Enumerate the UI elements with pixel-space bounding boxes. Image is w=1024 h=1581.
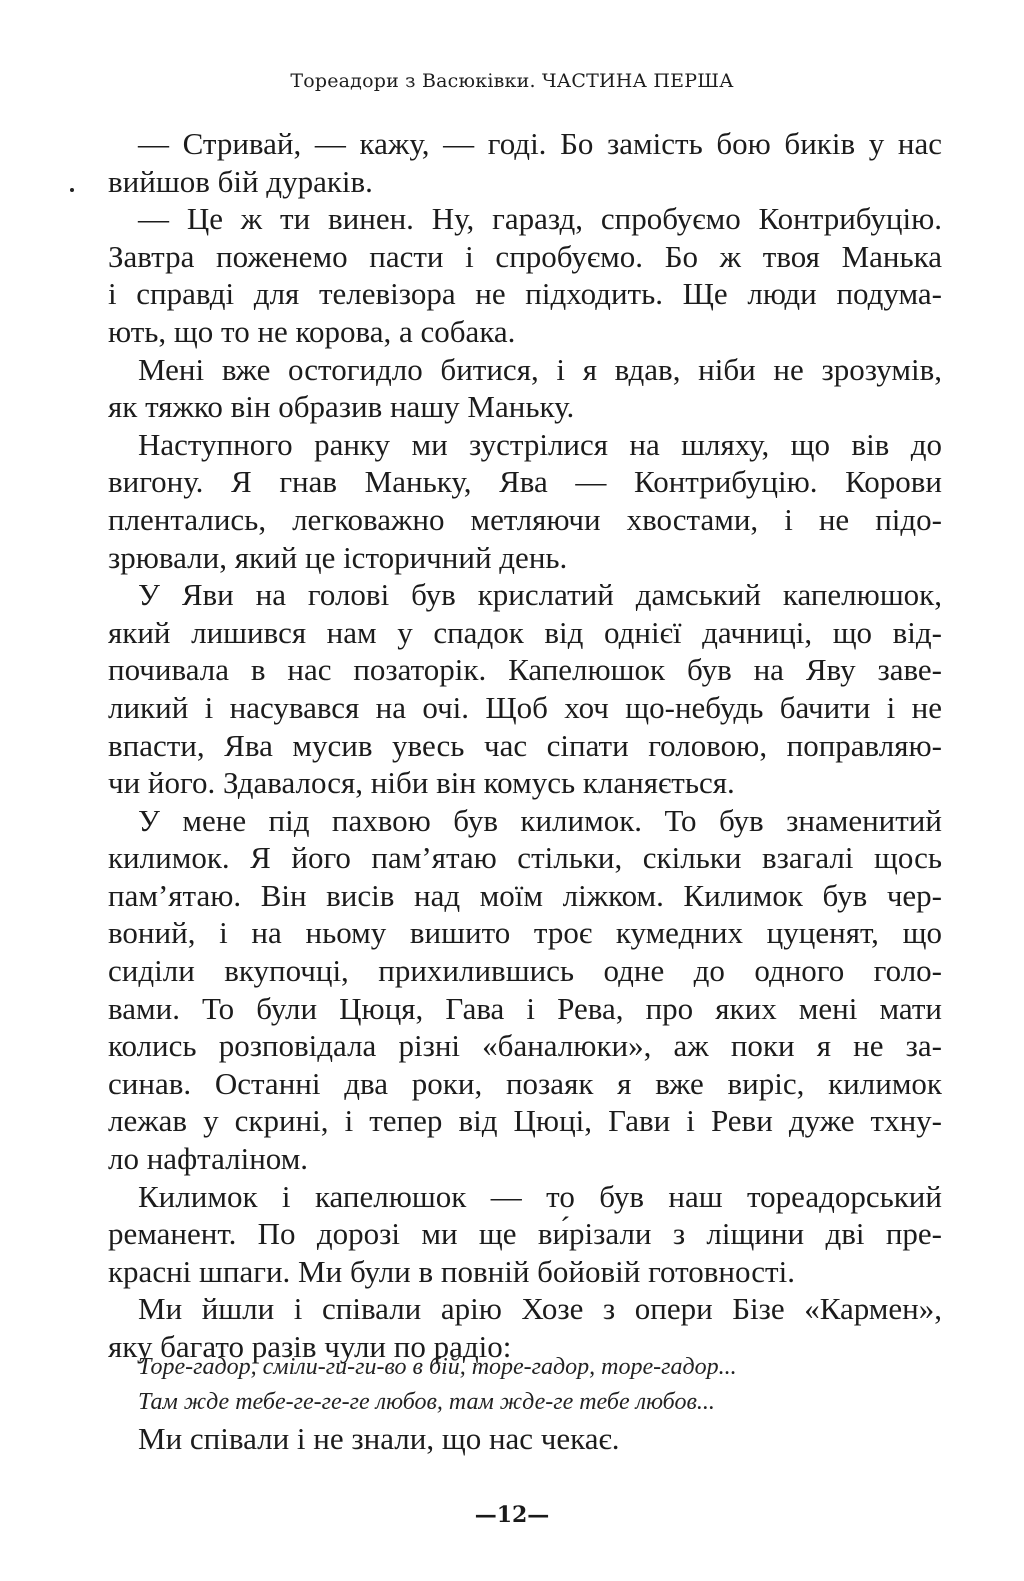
text-line: зрювали, який це історичний день. <box>108 539 568 575</box>
page-number: —12— <box>474 1502 550 1528</box>
text-line: яку багато разів чули по радіо: <box>108 1329 512 1364</box>
body-text <box>108 125 942 1366</box>
text-line: У мене під пахвою був килимок. То був знаменитий <box>138 802 942 838</box>
paragraph <box>108 576 942 802</box>
text-line: впасти, Ява мусив увесь час сіпати головою, поправляю- <box>108 727 942 763</box>
verse-line: Торе-гадор, сміли-ги-ги-во в бій, торе-гадор, торе-гадор... <box>138 1354 737 1380</box>
text-line: і справді для телевізора не підходить. Ще люди подума- <box>108 276 942 312</box>
text-line: вийшов бій дураків. <box>108 163 373 199</box>
text-line: ло нафталіном. <box>108 1141 309 1177</box>
text-line: Килимок і капелюшок — то був наш тореадорський <box>138 1178 942 1214</box>
text-line: як тяжко він образив нашу Маньку. <box>108 389 575 425</box>
text-line: красні шпаги. Ми були в повній бойовій готовності. <box>108 1253 795 1289</box>
text-line: лежав у скрині, і тепер від Цюці, Гави і Реви дуже тхну- <box>108 1103 942 1139</box>
text-line: вами. То були Цюця, Гава і Рева, про яких мені мати <box>108 990 942 1026</box>
text-line: килимок. Я його пам’ятаю стільки, скільки взагалі щось <box>108 840 942 876</box>
text-line: пам’ятаю. Він висів над моїм ліжком. Килимок був чер- <box>108 877 942 913</box>
text-line: колись розповідала різні «баналюки», аж поки я не за- <box>108 1028 942 1064</box>
text-line: — Це ж ти винен. Ну, гаразд, спробуємо Контрибуцію. <box>138 201 942 237</box>
running-head: Тореадори з Васюківки. ЧАСТИНА ПЕРША <box>290 70 734 92</box>
text-line: вигону. Я гнав Маньку, Ява — Контрибуцію. Корови <box>108 464 942 500</box>
paragraph <box>108 802 942 1178</box>
text-line: воний, і на ньому вишито троє кумедних цуценят, що <box>108 915 942 951</box>
text-line: Наступного ранку ми зустрілися на шляху, що вів до <box>138 426 942 462</box>
scan-artifact-dot <box>70 188 74 192</box>
paragraph <box>108 1178 942 1291</box>
paragraph <box>108 200 942 350</box>
text-line: синав. Останні два роки, позаяк я вже виріс, килимок <box>108 1065 942 1101</box>
text-line: — Стривай, — кажу, — годі. Бо замість бою биків у нас <box>138 126 942 161</box>
text-line: чи його. Здавалося, ніби він комусь кланяється. <box>108 765 735 801</box>
text-line: сиділи вкупочці, прихилившись одне до одного голо- <box>108 953 942 989</box>
paragraph <box>108 426 942 576</box>
text-line: плентались, легковажно метляючи хвостами, і не підо- <box>108 501 942 537</box>
song-verse <box>138 1350 737 1420</box>
text-line: Мені вже остогидло битися, і я вдав, ніби не зрозумів, <box>138 351 942 387</box>
verse-line: Там жде тебе-ге-ге-ге любов, там жде-ге тебе любов... <box>138 1389 715 1415</box>
paragraph <box>108 351 942 426</box>
text-line: ють, що то не корова, а собака. <box>108 313 516 349</box>
text-line: реманент. По дорозі ми ще ви́різали з ліщини дві пре- <box>108 1216 942 1252</box>
text-line: почивала в нас позаторік. Капелюшок був на Яву заве- <box>108 652 942 688</box>
text-line: У Яви на голові був крислатий дамський капелюшок, <box>138 577 942 613</box>
text-line: який лишився нам у спадок від однієї дачниці, що від- <box>108 614 942 650</box>
text-line: ликий і насувався на очі. Щоб хоч що-небудь бачити і не <box>108 689 942 725</box>
text-line: Завтра поженемо пасти і спробуємо. Бо ж твоя Манька <box>108 238 942 274</box>
closing-line: Ми співали і не знали, що нас чекає. <box>138 1421 620 1456</box>
text-line: Ми йшли і співали арію Хозе з опери Бізе «Кармен», <box>138 1291 942 1327</box>
paragraph <box>108 125 942 200</box>
